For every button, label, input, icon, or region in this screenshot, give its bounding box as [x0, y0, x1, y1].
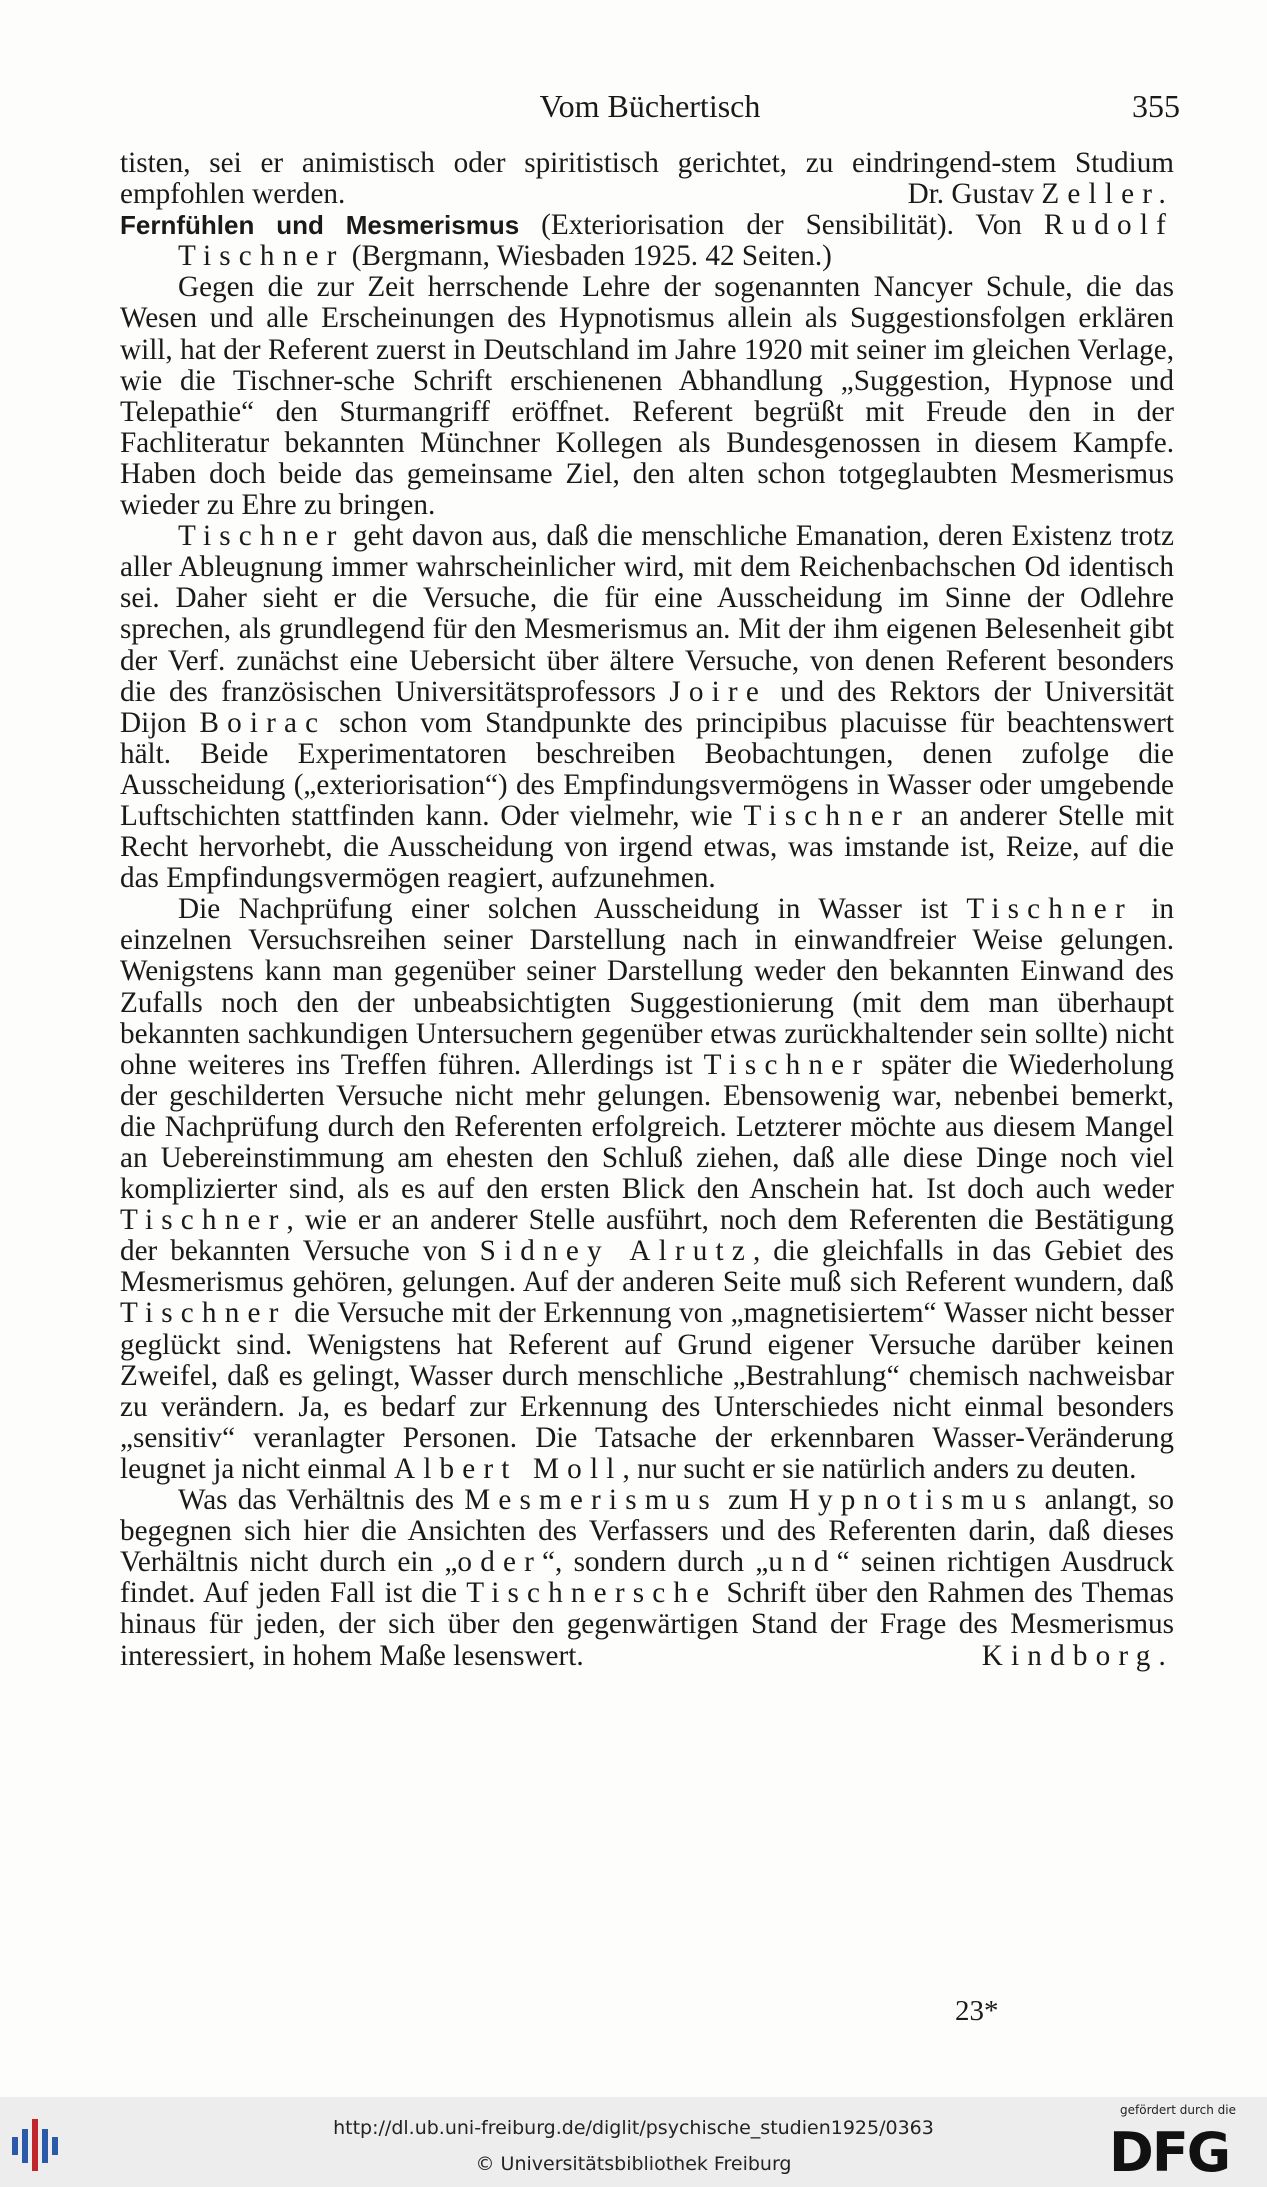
text-run: Fernfühlen und Mesmerismus	[120, 210, 520, 241]
viewer-footer	[0, 2097, 1267, 2187]
document-url-link[interactable]: http://dl.ub.uni-freiburg.de/diglit/psychische_studien1925/0363	[333, 2117, 934, 2139]
text-run: “, sondern durch „	[542, 1546, 769, 1579]
text-run: (Bergmann, Wiesbaden 1925. 42 Seiten.)	[344, 240, 832, 273]
text-run: oder	[457, 1546, 542, 1579]
paragraph-2	[120, 521, 1174, 894]
text-run: Schrift über den Rahmen des Themas hinaus für jeden, der sich über den gegenwärtigen Stand der Frage des Mesmerismus interessiert, in hohem Maße lesenswert.	[120, 1577, 1174, 1672]
text-run: Tischner	[120, 1204, 287, 1237]
dfg-wordmark: DFG	[1109, 2121, 1230, 2184]
review-heading	[120, 210, 1174, 272]
text-run: (Exteriorisation der Sensibilität). Von	[519, 209, 1044, 242]
text-run: anlangt, so begegnen sich hier die Ansichten des Verfassers und des Referenten darin, daß dieses Verhältnis nicht durch ein „	[120, 1484, 1174, 1579]
text-run: Rudolf Tischner	[178, 209, 1175, 273]
text-run: Boirac	[199, 706, 327, 739]
text-run: Die Nachprüfung einer solchen Ausscheidung in Wasser ist	[178, 893, 967, 926]
text-run: Tischner	[178, 520, 345, 553]
text-run: und	[768, 1546, 837, 1579]
text-run: später die Wiederholung der geschilderten Versuche nicht mehr gelungen. Ebensowenig war, nebenbei bemerkt, die Nachprüfung durch den Referenten erfolgreich. Letzterer möchte aus diesem Mangel an Uebereinstimmung am ehesten den Schluß ziehen, daß alle diese Dinge noch viel komplizierter sind, als es auf den ersten Blick den Anschein hat. Ist doch auch weder	[120, 1048, 1174, 1206]
text-run: Joire	[669, 675, 767, 708]
sheet-signature: 23*	[955, 1995, 999, 2027]
text-run: Hypnotismus	[788, 1484, 1035, 1517]
text-run: Tischner	[743, 799, 910, 832]
text-run: , nur sucht er sie natürlich anders zu deuten.	[622, 1452, 1137, 1485]
running-title: Vom Büchertisch	[539, 88, 761, 124]
text-run: Sidney Alrutz	[479, 1235, 753, 1268]
body-text	[120, 148, 1174, 1672]
text-run: schon vom Standpunkte des principibus placuisse für beachtenswert hält. Beide Experimentatoren beschreiben Beobachtungen, denen zufolge die Ausscheidung („exteriorisation“) des Empfindungsvermögens in Wasser oder umgebende Luftschichten stattfinden kann. Oder vielmehr, wie	[120, 706, 1174, 832]
text-run: und des Rektors der Universität Dijon	[120, 675, 1174, 739]
text-run: Was das Verhältnis des	[178, 1484, 465, 1517]
running-head	[120, 88, 1180, 132]
page-number: 355	[1132, 88, 1180, 124]
text-run: Tischner	[966, 893, 1133, 926]
paragraph-0	[120, 148, 1174, 210]
text-run: Gegen die zur Zeit herrschende Lehre der sogenannten Nancyer Schule, die das Wesen und alle Erscheinungen des Hypnotismus allein als Suggestionsfolgen erklären will, hat der Referent zuerst in Deutschland im Jahre 1920 mit seiner im gleichen Verlage, wie die Tischner-sche Schrift erschienenen Abhandlung „Suggestion, Hypnose und Telepathie“ den Sturmangriff eröffnet. Referent begrüßt mit Freude den in der Fachliteratur bekannten Münchner Kollegen als Bundesgenossen in diesem Kampfe. Haben doch beide das gemeinsame Ziel, den alten schon totgeglaubten Mesmerismus wieder zu Ehre zu bringen.	[120, 271, 1174, 522]
text-run: tisten, sei er animistisch oder spiritistisch gerichtet, zu eindringend-stem Studium empfohlen werden.	[120, 147, 1174, 211]
text-run: die Versuche mit der Erkennung von „magnetisiertem“ Wasser nicht besser geglückt sind. Wenigstens hat Referent auf Grund eigener Versuche darüber keinen Zweifel, daß es gelingt, Wasser durch menschliche „Bestrahlung“ chemisch nachweisbar zu verändern. Ja, es bedarf zur Erkennung des Unterschiedes nicht einmal besonders „sensitiv“ veranlagter Personen. Die Tatsache der erkennbaren Wasser-Veränderung leugnet ja nicht einmal	[120, 1297, 1174, 1485]
text-run: an anderer Stelle mit Recht hervorhebt, die Ausscheidung von irgend etwas, was imstande ist, Reize, auf die das Empfindungsvermögen reagiert, aufzunehmen.	[120, 799, 1174, 895]
paragraph-1	[120, 272, 1174, 521]
copyright-text: © Universitätsbibliothek Freiburg	[475, 2153, 792, 2175]
text-run: , wie er an anderer Stelle ausführt, noch dem Referenten die Bestätigung der bekannten Versuche von	[120, 1204, 1174, 1268]
paragraph-4	[120, 1485, 1174, 1672]
text-run: , die gleichfalls in das Gebiet des Mesmerismus gehören, gelungen. Auf der anderen Seite muß sich Referent wundern, daß	[120, 1235, 1175, 1299]
text-run: zum	[717, 1484, 789, 1517]
text-run: in einzelnen Versuchsreihen seiner Darstellung nach in einwandfreier Weise gelungen. Wenigstens kann man gegenüber seiner Darstellung weder den bekannten Einwand des Zufalls noch den der unbeabsichtigten Suggestionierung (mit dem man überhaupt bekannten sachkundigen Untersuchern gegenüber etwas zurückhaltender sein sollte) nicht ohne weiteres ins Treffen führen. Allerdings ist	[120, 893, 1175, 1081]
dfg-logo-icon	[1103, 2103, 1253, 2183]
text-run: Kindborg.	[981, 1639, 1174, 1672]
dfg-caption: gefördert durch die	[1120, 2103, 1236, 2117]
text-run: Tischner	[703, 1048, 871, 1081]
text-run: “ seinen richtigen Ausdruck findet. Auf jeden Fall ist die	[120, 1546, 1174, 1610]
text-run: Tischner	[120, 1297, 287, 1330]
text-run: geht davon aus, daß die menschliche Emanation, deren Existenz trotz aller Ableugnung immer wahrscheinlicher wird, mit dem Reichenbachschen Od identisch sei. Daher sieht er die Versuche, die für eine Ausscheidung im Sinne der Odlehre sprechen, als grundlegend für den Mesmerismus an. Mit der ihm eigenen Belesenheit gibt der Verf. zunächst eine Uebersicht über ältere Versuche, von denen Referent besonders die des französischen Universitätsprofessors	[120, 520, 1174, 708]
text-run: Tischnersche	[466, 1577, 718, 1610]
signature-name: Zeller.	[1041, 178, 1174, 211]
paragraph-3	[120, 894, 1174, 1485]
text-run: Dr. Gustav Zeller.	[907, 178, 1174, 211]
text-run: Albert Moll	[393, 1452, 623, 1485]
text-run: Mesmerismus	[464, 1484, 718, 1517]
